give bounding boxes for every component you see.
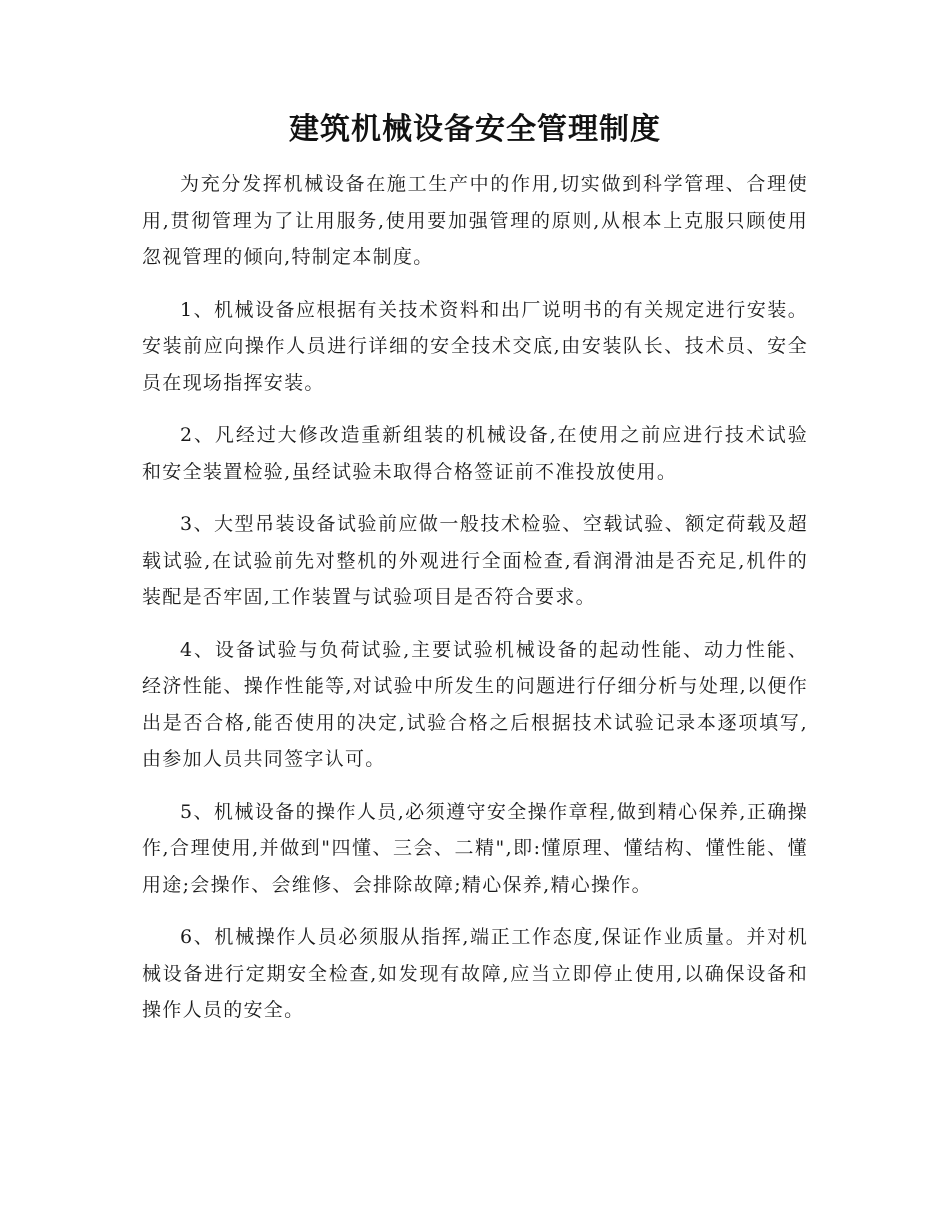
document-body bbox=[142, 166, 808, 1045]
paragraph-item-1: 1、机械设备应根据有关技术资料和出厂说明书的有关规定进行安装。安装前应向操作人员进行详细的安全技术交底,由安装队长、技术员、安全员在现场指挥安装。 bbox=[142, 298, 808, 394]
paragraph-item-2: 2、凡经过大修改造重新组装的机械设备,在使用之前应进行技术试验和安全装置检验,虽经试验未取得合格签证前不准投放使用。 bbox=[142, 424, 808, 483]
document-title: 建筑机械设备安全管理制度 bbox=[289, 112, 661, 147]
paragraph-item-6: 6、机械操作人员必须服从指挥,端正工作态度,保证作业质量。并对机械设备进行定期安全检查,如发现有故障,应当立即停止使用,以确保设备和操作人员的安全。 bbox=[142, 926, 808, 1021]
paragraph-intro: 为充分发挥机械设备在施工生产中的作用,切实做到科学管理、合理使用,贯彻管理为了让用服务,使用要加强管理的原则,从根本上克服只顾使用忽视管理的倾向,特制定本制度。 bbox=[142, 173, 808, 268]
paragraph-item-5: 5、机械设备的操作人员,必须遵守安全操作章程,做到精心保养,正确操作,合理使用,并做到"四懂、三会、二精",即:懂原理、懂结构、懂性能、懂用途;会操作、会维修、会排除故障;精心保养,精心操作。 bbox=[142, 800, 808, 896]
paragraph-item-4: 4、设备试验与负荷试验,主要试验机械设备的起动性能、动力性能、经济性能、操作性能等,对试验中所发生的问题进行仔细分析与处理,以便作出是否合格,能否使用的决定,试验合格之后根据技术试验记录本逐项填写,由参加人员共同签字认可。 bbox=[142, 638, 808, 770]
paragraph-item-3: 3、大型吊装设备试验前应做一般技术检验、空载试验、额定荷载及超载试验,在试验前先对整机的外观进行全面检查,看润滑油是否充足,机件的装配是否牢固,工作装置与试验项目是否符合要求。 bbox=[142, 513, 808, 608]
